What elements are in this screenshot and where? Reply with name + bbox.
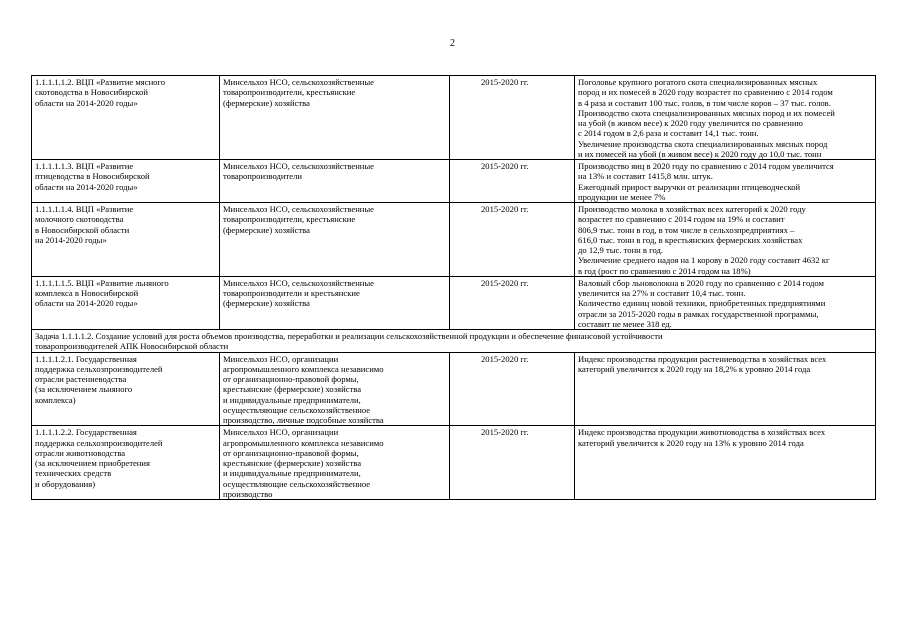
result-cell-line: Увеличение производства скота специализированных мясных пород: [578, 138, 828, 149]
measure-cell: [32, 160, 220, 203]
result-cell-line: Количество единиц новой техники, приобретенных предприятиями: [578, 298, 826, 309]
measure-cell: [32, 426, 220, 500]
measure-cell-line: области на 2014-2020 годы»: [35, 97, 138, 108]
measure-cell-line: комплекса): [35, 394, 76, 405]
measure-cell-line: области на 2014-2020 годы»: [35, 181, 138, 192]
executors-cell-line: Минсельхоз НСО, сельскохозяйственные: [223, 204, 374, 214]
executors-cell-line: и индивидуальные предприниматели,: [223, 468, 361, 479]
result-cell-line: с 2014 годом в 2,6 раза и составит 14,1 тыс. тонн.: [578, 128, 759, 139]
result-cell: [575, 203, 876, 277]
result-cell: [575, 76, 876, 160]
executors-cell-line: товаропроизводители, крестьянские: [223, 87, 356, 98]
result-cell-line: 616,0 тыс. тонн в год, в крестьянских фермерских хозяйствах: [578, 234, 803, 245]
executors-cell-line: от организационно-правовой формы,: [223, 447, 359, 458]
executors-cell-line: Минсельхоз НСО, сельскохозяйственные: [223, 277, 374, 288]
executors-cell-line: (фермерские) хозяйства: [223, 298, 310, 309]
result-cell-line: на убой (в живом весе) к 2020 году увеличится по сравнению: [578, 118, 803, 128]
measure-cell-line: (за исключением льняного: [35, 384, 133, 395]
program-measures-table: [31, 75, 876, 500]
measure-cell: [32, 203, 220, 277]
result-cell-line: Валовый сбор льноволокна в 2020 году по сравнению с 2014 годом: [578, 277, 824, 288]
result-cell-line: Производство скота специализированных мясных пород и их помесей: [578, 107, 835, 118]
table-row: [32, 160, 876, 203]
measure-cell-line: 1.1.1.1.1.5. ВЦП «Развитие льняного: [35, 277, 169, 288]
executors-cell-line: и индивидуальные предприниматели,: [223, 394, 361, 405]
executors-cell-line: агропромышленного комплекса независимо: [223, 437, 384, 448]
measure-cell-line: поддержка сельхозпроизводителей: [35, 437, 163, 448]
executors-cell-line: крестьянские (фермерские) хозяйства: [223, 384, 362, 395]
executors-cell-line: от организационно-правовой формы,: [223, 374, 359, 384]
executors-cell-line: товаропроизводители, крестьянские: [223, 214, 356, 225]
executors-cell-line: осуществляющие сельскохозяйственное: [223, 404, 371, 415]
result-cell-line: увеличится на 27% и составит 10,4 тыс. тонн.: [578, 288, 746, 298]
executors-cell: [220, 276, 450, 329]
result-cell-line: Производство молока в хозяйствах всех категорий к 2020 году: [578, 204, 806, 214]
measure-cell-line: области на 2014-2020 годы»: [35, 298, 138, 309]
executors-cell-line: производство, личные подсобные хозяйства: [223, 415, 384, 425]
measure-cell: [32, 76, 220, 160]
result-cell-line: и их помесей на убой (в живом весе) к 2020 году до 10,0 тыс. тонн: [578, 148, 822, 159]
measure-cell-line: технических средств: [35, 468, 112, 479]
result-cell-line: на 13% и составит 1415,8 млн. штук.: [578, 171, 713, 182]
result-cell-line: пород и их помесей в 2020 году возрастет по сравнению с 2014 годом: [578, 87, 833, 98]
measure-cell-line: (за исключением приобретения: [35, 458, 150, 468]
period-cell: 2015-2020 гг.: [450, 76, 575, 160]
period-cell: 2015-2020 гг.: [450, 352, 575, 426]
result-cell-line: в 4 раза и составит 100 тыс. голов, в том числе коров – 37 тыс. голов.: [578, 97, 831, 108]
result-cell: [575, 426, 876, 500]
table-row: [32, 203, 876, 277]
measure-cell-line: скотоводства в Новосибирской: [35, 87, 148, 98]
measure-cell-line: 1.1.1.1.1.3. ВЦП «Развитие: [35, 161, 134, 171]
period-cell: 2015-2020 гг.: [450, 160, 575, 203]
executors-cell-line: осуществляющие сельскохозяйственное: [223, 478, 371, 489]
result-cell-line: Производство яиц в 2020 году по сравнению с 2014 годом увеличится: [578, 161, 834, 171]
period-cell: 2015-2020 гг.: [450, 203, 575, 277]
table-row: [32, 76, 876, 160]
result-cell-line: в год (рост по сравнению с 2014 годом на 18%): [578, 265, 751, 276]
measure-cell-line: птицеводства в Новосибирской: [35, 171, 150, 182]
task-row: [32, 330, 876, 353]
result-cell-line: Индекс производства продукции растениеводства в хозяйствах всех: [578, 353, 827, 364]
executors-cell: [220, 203, 450, 277]
measure-cell-line: отрасли животноводства: [35, 447, 126, 458]
measure-cell-line: 1.1.1.1.2.1. Государственная: [35, 353, 137, 364]
measure-cell-line: 1.1.1.1.1.4. ВЦП «Развитие: [35, 204, 134, 214]
executors-cell-line: (фермерские) хозяйства: [223, 97, 310, 108]
executors-cell-line: Минсельхоз НСО, сельскохозяйственные: [223, 161, 374, 171]
measure-cell-line: 1.1.1.1.1.2. ВЦП «Развитие мясного: [35, 77, 166, 87]
measure-cell-line: на 2014-2020 годы»: [35, 234, 107, 245]
executors-cell-line: агропромышленного комплекса независимо: [223, 363, 384, 374]
table-row: [32, 352, 876, 426]
executors-cell-line: производство: [223, 488, 273, 499]
measure-cell: [32, 276, 220, 329]
executors-cell-line: Минсельхоз НСО, организации: [223, 427, 339, 438]
executors-cell-line: крестьянские (фермерские) хозяйства: [223, 458, 362, 468]
period-cell: 2015-2020 гг.: [450, 426, 575, 500]
result-cell-line: отрасли за 2015-2020 годы в рамках государственной программы,: [578, 308, 819, 319]
page-number: 2: [450, 38, 455, 49]
table-row: [32, 426, 876, 500]
result-cell: [575, 276, 876, 329]
result-cell-line: категорий увеличится к 2020 году на 18,2% к уровню 2014 года: [578, 363, 811, 374]
measure-cell: [32, 352, 220, 426]
result-cell-line: продукции не менее 7%: [578, 191, 666, 202]
result-cell-line: Увеличение среднего надоя на 1 корову в 2020 году составит 4632 кг: [578, 255, 830, 266]
result-cell: [575, 160, 876, 203]
result-cell: [575, 352, 876, 426]
executors-cell-line: Минсельхоз НСО, сельскохозяйственные: [223, 77, 374, 87]
executors-cell-line: товаропроизводители и крестьянские: [223, 288, 360, 298]
result-cell-line: до 12,9 тыс. тонн в год.: [578, 245, 664, 255]
task-heading-line: Задача 1.1.1.1.2. Создание условий для роста объемов производства, переработки и реализации сельскохозяйственной продукции и обеспечение финансовой устойчивости: [35, 331, 663, 341]
task-heading-line: товаропроизводителей АПК Новосибирской области: [35, 341, 229, 352]
table-row: [32, 276, 876, 329]
executors-cell: [220, 352, 450, 426]
executors-cell: [220, 76, 450, 160]
result-cell-line: 806,9 тыс. тонн в год, в том числе в сельхозпредприятиях –: [578, 224, 795, 235]
executors-cell-line: (фермерские) хозяйства: [223, 224, 310, 235]
measure-cell-line: молочного скотоводства: [35, 214, 124, 225]
task-heading: [32, 330, 876, 353]
result-cell-line: составит не менее 318 ед.: [578, 318, 672, 329]
executors-cell-line: товаропроизводители: [223, 171, 302, 182]
executors-cell: [220, 160, 450, 203]
result-cell-line: Индекс производства продукции животноводства в хозяйствах всех: [578, 427, 826, 438]
result-cell-line: категорий увеличится к 2020 году на 13% к уровню 2014 года: [578, 437, 804, 448]
executors-cell: [220, 426, 450, 500]
measure-cell-line: отрасли растениеводства: [35, 374, 127, 384]
result-cell-line: Ежегодный прирост выручки от реализации птицеводческой: [578, 181, 801, 192]
result-cell-line: Поголовье крупного рогатого скота специализированных мясных: [578, 77, 818, 87]
executors-cell-line: Минсельхоз НСО, организации: [223, 353, 339, 364]
result-cell-line: возрастет по сравнению с 2014 годом на 19% и составит: [578, 214, 785, 225]
measure-cell-line: 1.1.1.1.2.2. Государственная: [35, 427, 137, 438]
measure-cell-line: и оборудования): [35, 478, 96, 489]
measure-cell-line: в Новосибирской области: [35, 224, 130, 235]
measure-cell-line: поддержка сельхозпроизводителей: [35, 363, 163, 374]
measure-cell-line: комплекса в Новосибирской: [35, 288, 139, 298]
period-cell: 2015-2020 гг.: [450, 276, 575, 329]
